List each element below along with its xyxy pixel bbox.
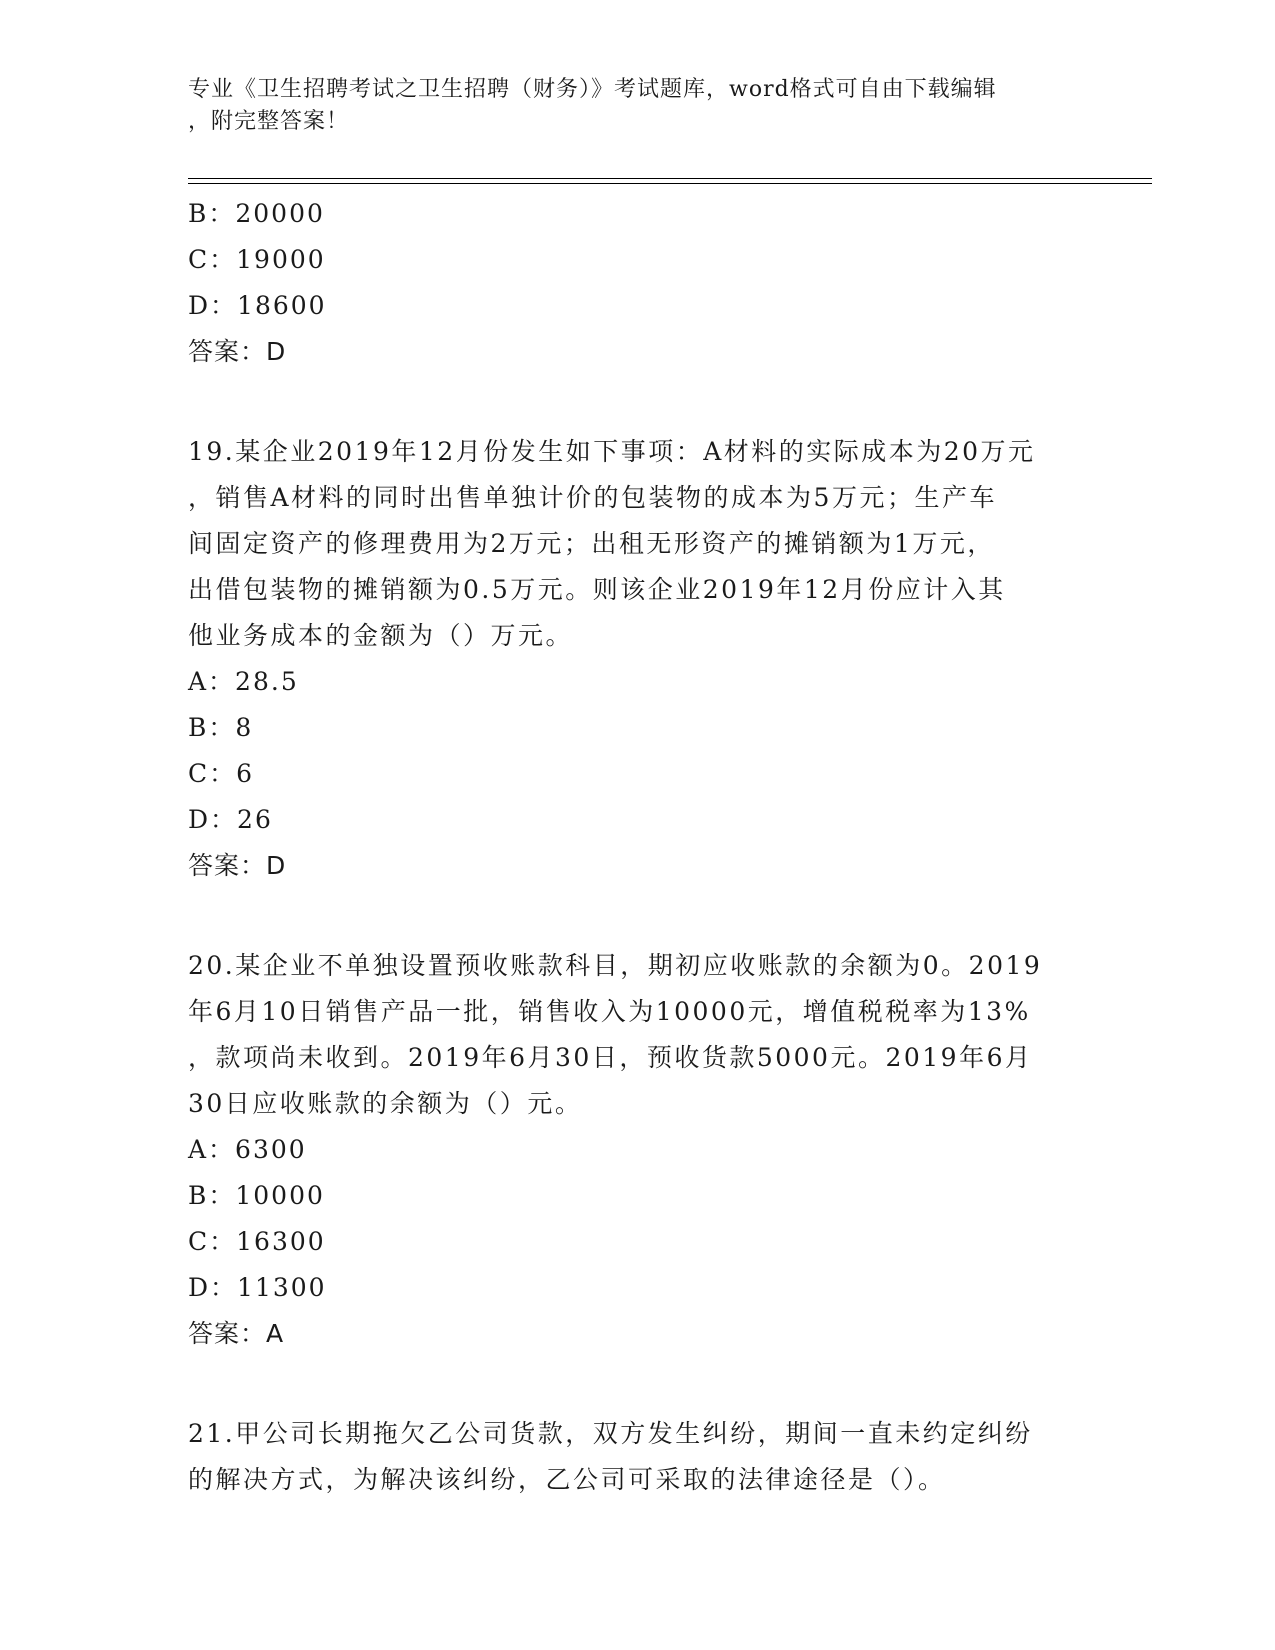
prev-question-tail	[188, 191, 1088, 375]
answer-line: 答案：D	[188, 851, 287, 880]
option-c: C：19000	[188, 245, 326, 274]
document-body	[188, 191, 1088, 1503]
option-d: D：11300	[188, 1273, 327, 1302]
question-text-line: 年6月10日销售产品一批，销售收入为10000元，增值税税率为13%	[188, 997, 1031, 1026]
answer-line: 答案：A	[188, 1319, 285, 1348]
question-text-line: ，款项尚未收到。2019年6月30日，预收货款5000元。2019年6月	[188, 1043, 1033, 1072]
option-d: D：18600	[188, 291, 327, 320]
option-b: B：10000	[188, 1181, 325, 1210]
question-19	[188, 429, 1088, 889]
question-text-line: 19.某企业2019年12月份发生如下事项：A材料的实际成本为20万元	[188, 437, 1036, 466]
question-text	[188, 1411, 1088, 1503]
question-text-line: 的解决方式，为解决该纠纷，乙公司可采取的法律途径是（）。	[188, 1465, 946, 1494]
question-text-line: 21.甲公司长期拖欠乙公司货款，双方发生纠纷，期间一直未约定纠纷	[188, 1419, 1033, 1448]
page-header	[188, 74, 1088, 138]
question-text-line: 20.某企业不单独设置预收账款科目，期初应收账款的余额为0。2019	[188, 951, 1043, 980]
question-text-line: 间固定资产的修理费用为2万元；出租无形资产的摊销额为1万元，	[188, 529, 995, 558]
option-b: B：20000	[188, 199, 325, 228]
option-d: D：26	[188, 805, 273, 834]
header-line-2: ，附完整答案！	[188, 109, 350, 134]
question-text	[188, 429, 1088, 659]
question-text-line: 他业务成本的金额为（）万元。	[188, 621, 574, 650]
header-double-rule	[188, 178, 1152, 184]
question-text-line: 出借包装物的摊销额为0.5万元。则该企业2019年12月份应计入其	[188, 575, 1006, 604]
answer-line: 答案：D	[188, 337, 287, 366]
option-c: C：16300	[188, 1227, 326, 1256]
option-a: A：28.5	[188, 667, 299, 696]
question-text-line: 30日应收账款的余额为（）元。	[188, 1089, 583, 1118]
question-20	[188, 943, 1088, 1357]
question-21	[188, 1411, 1088, 1503]
option-a: A：6300	[188, 1135, 307, 1164]
question-text-line: ，销售A材料的同时出售单独计价的包装物的成本为5万元；生产车	[188, 483, 997, 512]
header-line-1: 专业《卫生招聘考试之卫生招聘（财务）》考试题库，word格式可自由下载编辑	[188, 77, 997, 102]
option-c: C：6	[188, 759, 255, 788]
option-b: B：8	[188, 713, 254, 742]
question-text	[188, 943, 1088, 1127]
